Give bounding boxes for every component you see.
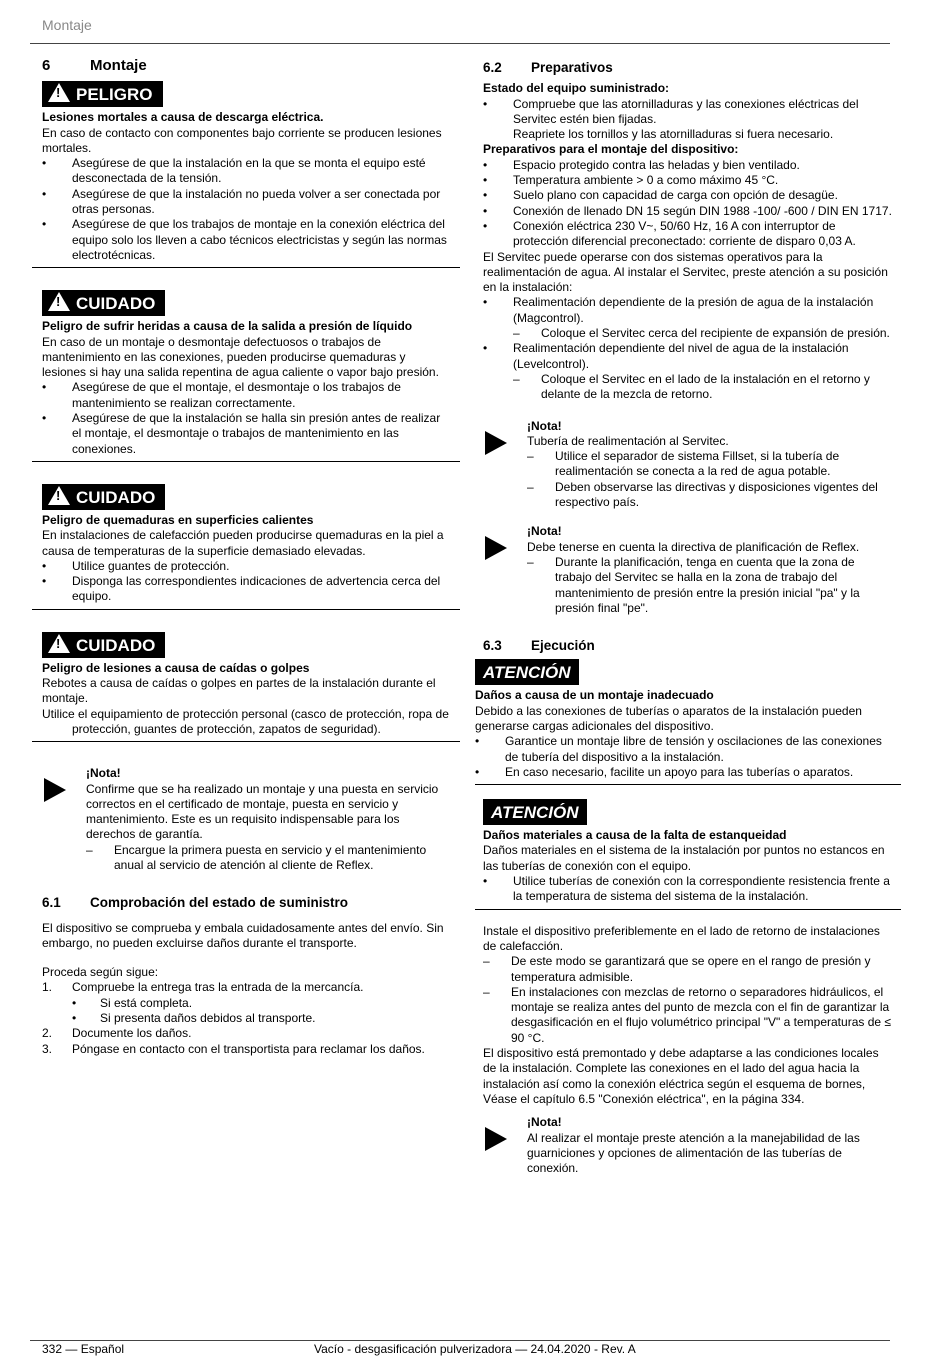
attention-box — [475, 799, 901, 909]
bullet-item: • Utilice tuberías de conexión con la correspondiente resistencia frente a la temperatura de sistema del sistema de la instalación. — [483, 874, 891, 905]
warning-bullets — [42, 380, 450, 456]
section-title: Montaje — [90, 57, 147, 74]
bullet-item: • Conexión eléctrica 230 V~, 50/60 Hz, 16 A con interruptor de protección diferencial preconectado: corriente de disparo 0,03 A. — [483, 219, 893, 250]
bullet-item: • Asegúrese de que la instalación no pueda volver a ser conectada por otras personas. — [42, 187, 450, 218]
attention-box — [475, 659, 901, 785]
section-title: Comprobación del estado de suministro — [90, 895, 349, 911]
note-arrow-icon — [44, 778, 66, 802]
warning-bullets — [42, 559, 450, 605]
dashes — [513, 326, 893, 341]
bullet-item: • Espacio protegido contra las heladas y bien ventilado. — [483, 158, 893, 173]
warning-body: Utilice el equipamiento de protección personal (casco de protección, ropa de protección, guantes de protección, zapatos de seguridad). — [42, 706, 449, 736]
attention-badge: ATENCIÓN — [483, 799, 587, 825]
dash-item: – Coloque el Servitec en el lado de la instalación en el retorno y delante de la mezcla de retorno. — [513, 372, 893, 403]
bullet-item: • Conexión de llenado DN 15 según DIN 1988 -100/ -600 / DIN EN 1717. — [483, 204, 893, 219]
caution-badge — [42, 484, 165, 510]
bullet-item: • Asegúrese de que la instalación se halla sin presión antes de realizar el montaje, el desmontaje o trabajos de mantenimiento en las conexiones. — [42, 411, 450, 457]
bullet-item: • En caso necesario, facilite un apoyo para las tuberías o aparatos. — [475, 765, 891, 780]
note-body: Al realizar el montaje preste atención a la manejabilidad de las guarniciones y opciones de alimentación de las tuberías de conexión. — [527, 1130, 860, 1176]
danger-badge — [42, 81, 163, 107]
warning-triangle-icon — [48, 634, 70, 653]
warning-title: Peligro de sufrir heridas a causa de la salida a presión de líquido — [42, 319, 413, 334]
dash-item: – Deben observarse las directivas y disposiciones vigentes del respectivo país. — [527, 480, 893, 511]
badge-label: CUIDADO — [76, 294, 156, 314]
left-column — [42, 58, 450, 1057]
bullet-item: • Si está completa. — [72, 996, 450, 1011]
right-column — [475, 58, 893, 1190]
footer-title: Vacío - desgasificación pulverizadora — 24.04.2020 - Rev. A — [314, 1342, 636, 1356]
warning-triangle-icon — [48, 292, 70, 311]
bullet-item: • Temperatura ambiente > 0 a como máximo 45 °C. — [483, 173, 893, 188]
section-heading-6-3 — [483, 638, 893, 653]
paragraph: Instale el dispositivo preferiblemente en el lado de retorno de instalaciones de calefacción. — [483, 923, 880, 953]
dash-item: – Utilice el separador de sistema Fillset, si la tubería de realimentación se conecta a la red de agua potable. — [527, 449, 893, 480]
warning-body: Debido a las conexiones de tuberías o aparatos de la instalación pueden generarse cargas adicionales del dispositivo. — [475, 703, 862, 733]
caution-box — [32, 484, 460, 610]
running-header: Montaje — [42, 17, 92, 33]
bullet-item: • Realimentación dependiente de la presión de agua de la instalación (Magcontrol). – Coloque el Servitec cerca del recipiente de expansión de presión. — [483, 295, 893, 341]
section-heading-6-2 — [483, 60, 893, 75]
step-number: 2. — [42, 1026, 53, 1041]
bullets — [483, 97, 893, 143]
step-item — [42, 1026, 450, 1041]
note-title: ¡Nota! — [527, 418, 562, 433]
note-box — [42, 766, 450, 873]
subheading: Estado del equipo suministrado: — [483, 81, 670, 96]
bullets — [483, 295, 893, 402]
note-title: ¡Nota! — [527, 1115, 562, 1130]
section-number: 6.1 — [42, 895, 61, 911]
warning-title: Peligro de quemaduras en superficies calientes — [42, 512, 314, 527]
section-number: 6.2 — [483, 60, 502, 75]
caution-badge — [42, 632, 165, 658]
bullet-item: • Asegúrese de que la instalación en la que se monta el equipo esté desconectada de la tensión. — [42, 156, 450, 187]
dash-item: – Encargue la primera puesta en servicio y el mantenimiento anual al servicio de atención al cliente de Reflex. — [86, 843, 450, 874]
paragraph: Proceda según sigue: — [42, 965, 159, 980]
note-arrow-icon — [485, 1127, 507, 1151]
subheading: Preparativos para el montaje del dispositivo: — [483, 142, 739, 157]
note-body: Confirme que se ha realizado un montaje y una puesta en servicio correctos en el certificado de montaje, puesta en servicio y mantenimiento. Este es un requisito indispensable para los derechos de garantía. — [86, 781, 439, 842]
warning-triangle-icon — [48, 83, 70, 102]
bullet-item: • Compruebe que las atornilladuras y las conexiones eléctricas del Servitec estén bien fijadas. Reapriete los tornillos y las atornilladuras si fuera necesario. — [483, 97, 893, 143]
step-number: 1. — [42, 980, 53, 995]
note-title: ¡Nota! — [86, 766, 121, 781]
section-title: Ejecución — [531, 638, 595, 654]
bullet-item: • Asegúrese de que los trabajos de montaje en la conexión eléctrica del equipo solo los lleven a cabo técnicos electricistas y según las normas electrotécnicas. — [42, 217, 450, 263]
note-arrow-icon — [485, 431, 507, 455]
warning-title: Daños materiales a causa de la falta de estanqueidad — [483, 828, 787, 843]
step-number: 3. — [42, 1041, 53, 1056]
warning-body: En instalaciones de calefacción pueden producirse quemaduras en la piel a causa de temperaturas de la superficie demasiado elevadas. — [42, 528, 444, 558]
attention-badge: ATENCIÓN — [475, 659, 579, 685]
note-dashes — [527, 449, 893, 510]
step-sub-bullets — [72, 996, 450, 1027]
warning-title: Peligro de lesiones a causa de caídas o golpes — [42, 660, 310, 675]
paragraph: El Servitec puede operarse con dos sistemas operativos para la realimentación de agua. Al instalar el Servitec, preste atención a su posición en la instalación: — [483, 249, 888, 295]
caution-box — [32, 632, 460, 742]
bullet-item: • Utilice guantes de protección. — [42, 559, 450, 574]
note-box — [483, 1115, 893, 1176]
footer-page: 332 — Español — [42, 1342, 125, 1356]
warning-title: Daños a causa de un montaje inadecuado — [475, 688, 714, 703]
caution-badge — [42, 290, 165, 316]
note-box — [483, 524, 893, 616]
bullets — [483, 158, 893, 250]
section-number: 6 — [42, 57, 51, 74]
dash-item: – De este modo se garantizará que se opere en el rango de presión y temperatura admisible. — [483, 954, 893, 985]
paragraph: El dispositivo está premontado y debe adaptarse a las condiciones locales de la instalación. Complete las conexiones en el lado del agua hacia la instalación así como la conexión eléctrica según el esquema de bornes, Véase el capítulo 6.5 "Conexión eléctrica", en la página 334. — [483, 1046, 879, 1106]
warning-bullets — [483, 874, 891, 905]
bullet-item: • Disponga las correspondientes indicaciones de advertencia cerca del equipo. — [42, 574, 450, 605]
dashes — [483, 954, 893, 1046]
step-text: Documente los daños. — [72, 1026, 192, 1041]
note-body: Tubería de realimentación al Servitec. — [527, 433, 729, 448]
warning-body: Daños materiales en el sistema de la instalación por puntos no estancos en las tuberías de conexión con el equipo. — [483, 843, 885, 873]
bullet-item: • Garantice un montaje libre de tensión y oscilaciones de las conexiones de tubería del dispositivo a la instalación. — [475, 734, 891, 765]
step-item — [42, 980, 450, 1026]
warning-body: En caso de contacto con componentes bajo corriente se producen lesiones mortales. — [42, 125, 442, 155]
dashes — [513, 372, 893, 403]
note-body: Debe tenerse en cuenta la directiva de planificación de Reflex. — [527, 539, 860, 554]
section-heading-6 — [42, 58, 450, 73]
bullet-item: • Asegúrese de que el montaje, el desmontaje o los trabajos de mantenimiento se realizan correctamente. — [42, 380, 450, 411]
step-text: Compruebe la entrega tras la entrada de la mercancía. — [72, 980, 364, 995]
bullet-item: • Si presenta daños debidos al transporte. — [72, 1011, 450, 1026]
paragraph: El dispositivo se comprueba y embala cuidadosamente antes del envío. Sin embargo, no pueden excluirse daños durante el transporte. — [42, 920, 444, 950]
bullet-item: • Suelo plano con capacidad de carga con opción de desagüe. — [483, 188, 893, 203]
section-number: 6.3 — [483, 638, 502, 654]
footer-rule — [30, 1340, 890, 1341]
note-title: ¡Nota! — [527, 524, 562, 539]
warning-bullets — [42, 156, 450, 263]
warning-body: En caso de un montaje o desmontaje defectuosos o trabajos de mantenimiento en las conexiones, pueden producirse quemaduras y lesiones si hay una salida repentina de agua caliente o vapor bajo presión. — [42, 334, 439, 380]
warning-body: Rebotes a causa de caídas o golpes en partes de la instalación durante el montaje. — [42, 676, 436, 706]
note-box — [483, 419, 893, 511]
step-text: Póngase en contacto con el transportista para reclamar los daños. — [72, 1041, 425, 1056]
badge-label: PELIGRO — [76, 85, 153, 105]
caution-box — [32, 290, 460, 462]
dash-item: – Coloque el Servitec cerca del recipiente de expansión de presión. — [513, 326, 893, 341]
section-heading-6-1 — [42, 895, 450, 910]
badge-label: CUIDADO — [76, 487, 156, 507]
note-dashes — [527, 555, 893, 616]
dash-item: – Durante la planificación, tenga en cuenta que la zona de trabajo del Servitec se halla en la zona de trabajo del mantenimiento de presión entre la presión inicial "pa" y la presión final "pe". — [527, 555, 893, 616]
note-arrow-icon — [485, 536, 507, 560]
badge-label: CUIDADO — [76, 635, 156, 655]
warning-bullets — [475, 734, 891, 780]
dash-item: – En instalaciones con mezclas de retorno o separadores hidráulicos, el montaje se realiza antes del punto de mezcla con el fin de garantizar la desgasificación en el flujo volumétrico principal "V" a temperaturas de ≤ 90 °C. — [483, 985, 893, 1046]
bullet-item: • Realimentación dependiente del nivel de agua de la instalación (Levelcontrol). – Coloque el Servitec en el lado de la instalación en el retorno y delante de la mezcla de retorno. — [483, 341, 893, 402]
note-dashes — [86, 843, 450, 874]
steps-list — [42, 980, 450, 1056]
section-title: Preparativos — [531, 60, 613, 75]
step-item — [42, 1042, 450, 1057]
warning-triangle-icon — [48, 486, 70, 505]
danger-box — [32, 81, 460, 268]
warning-title: Lesiones mortales a causa de descarga eléctrica. — [42, 110, 324, 125]
header-rule — [30, 43, 890, 44]
